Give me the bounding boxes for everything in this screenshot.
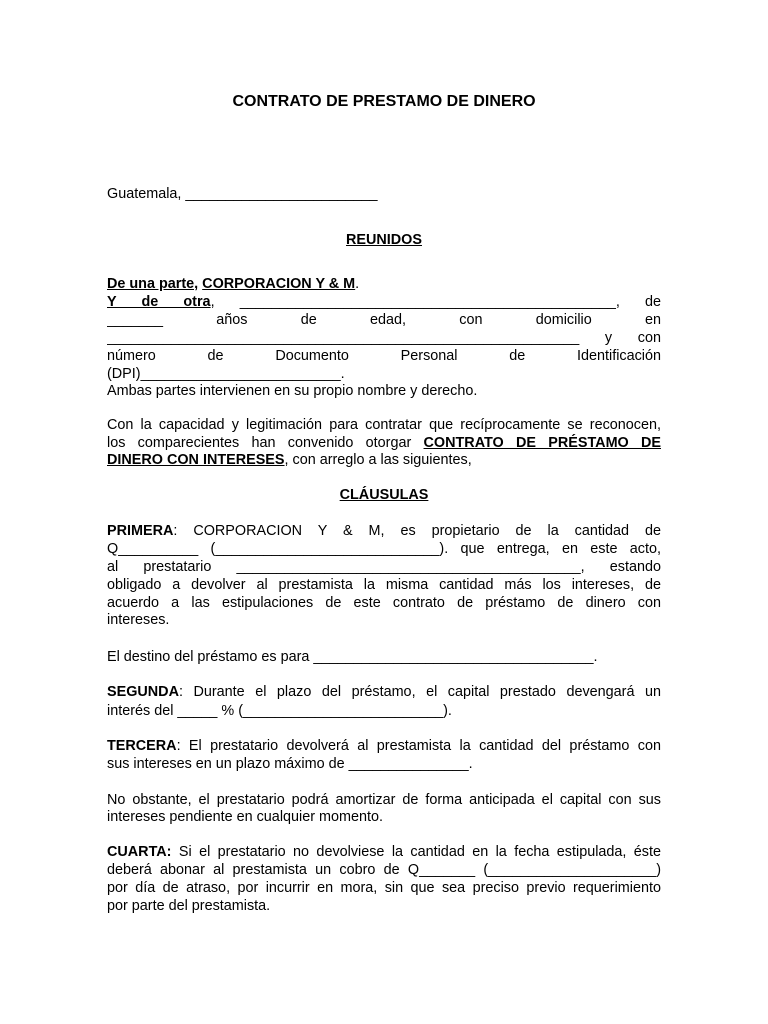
body-text: Q__________ (____________________________). que entrega, en este acto, — [107, 541, 661, 557]
capacity-paragraph-line — [107, 416, 661, 434]
body-text: , con arreglo a las siguientes, — [284, 452, 472, 468]
emphasis-text: CONTRATO DE PRÉSTAMO DE — [423, 435, 661, 451]
clause-segunda-line — [107, 702, 661, 720]
capacity-paragraph-line — [107, 451, 661, 469]
early-payment-line — [107, 791, 661, 809]
section-heading-reunidos: REUNIDOS — [346, 232, 422, 248]
emphasis-text: De una parte, — [107, 276, 199, 292]
body-text: , _______________________________________________, de — [210, 294, 661, 310]
document-title: CONTRATO DE PRESTAMO DE DINERO — [232, 93, 536, 110]
party-one-line — [107, 275, 661, 293]
body-text: : Durante el plazo del préstamo, el capital prestado devengará un — [178, 684, 661, 700]
body-text: : El prestatario devolverá al prestamista la cantidad del préstamo con — [176, 738, 661, 754]
body-text: sus intereses en un plazo máximo de _______________. — [107, 756, 473, 772]
body-text: deberá abonar al prestamista un cobro de Q_______ (_____________________) — [107, 862, 661, 878]
body-text: : CORPORACION Y & M, es propietario de la cantidad de — [173, 523, 661, 539]
emphasis-text: Y de otra — [107, 294, 211, 310]
body-text: _______ años de edad, con domicilio en — [107, 312, 661, 328]
body-text: No obstante, el prestatario podrá amortizar de forma anticipada el capital con sus — [107, 792, 661, 808]
body-text: interés del _____ % (_________________________). — [107, 703, 452, 719]
loan-purpose-line — [107, 648, 661, 666]
clause-cuarta-line — [107, 861, 661, 879]
emphasis-text: TERCERA — [107, 738, 177, 754]
clause-primera-line — [107, 558, 661, 576]
emphasis-text: PRIMERA — [107, 523, 174, 539]
emphasis-text: DINERO CON INTERESES — [107, 452, 285, 468]
capacity-paragraph-line — [107, 434, 661, 452]
parties-statement-line — [107, 382, 661, 400]
clause-tercera-line — [107, 737, 661, 755]
body-text: Con la capacidad y legitimación para contratar que recíprocamente se reconocen, — [107, 417, 661, 433]
body-text: acuerdo a las estipulaciones de este contrato de préstamo de dinero con — [107, 595, 661, 611]
body-text: número de Documento Personal de Identificación — [107, 348, 661, 364]
body-text: por parte del prestamista. — [107, 898, 271, 914]
section-heading-clausulas: CLÁUSULAS — [339, 487, 429, 503]
clause-primera-line — [107, 576, 661, 594]
clause-cuarta-line — [107, 843, 661, 861]
body-text: El destino del préstamo es para ___________________________________. — [107, 649, 598, 665]
emphasis-text: SEGUNDA — [107, 684, 179, 700]
party-two-age-line — [107, 311, 661, 329]
party-two-dpi-line — [107, 365, 661, 383]
clause-tercera-line — [107, 755, 661, 773]
body-text: intereses pendiente en cualquier momento. — [107, 809, 383, 825]
party-two-line — [107, 293, 661, 311]
party-two-id-line — [107, 347, 661, 365]
body-text: por día de atraso, por incurrir en mora, sin que sea preciso previo requerimiento — [107, 880, 661, 896]
clause-primera-line — [107, 594, 661, 612]
clause-primera-line — [107, 540, 661, 558]
party-two-address-line — [107, 329, 661, 347]
emphasis-text: CUARTA: — [107, 844, 172, 860]
body-text: Si el prestatario no devolviese la cantidad en la fecha estipulada, éste — [171, 844, 661, 860]
clause-primera-line — [107, 611, 661, 629]
body-text: intereses. — [107, 612, 170, 628]
early-payment-line — [107, 808, 661, 826]
place-date-line: Guatemala, ________________________ — [107, 186, 378, 202]
emphasis-text: CORPORACION Y & M — [202, 276, 356, 292]
body-text: . — [355, 276, 360, 292]
clause-cuarta-line — [107, 879, 661, 897]
body-text: ___________________________________________________________ y con — [107, 330, 661, 346]
clause-cuarta-line — [107, 897, 661, 915]
body-text: Ambas partes intervienen en su propio nombre y derecho. — [107, 383, 478, 399]
body-text: (DPI)_________________________. — [107, 366, 345, 382]
clause-primera-line — [107, 522, 661, 540]
body-text: los comparecientes han convenido otorgar — [107, 435, 424, 451]
body-text: obligado a devolver al prestamista la misma cantidad más los intereses, de — [107, 577, 661, 593]
body-text: al prestatario ___________________________________________, estando — [107, 559, 661, 575]
clause-segunda-line — [107, 683, 661, 701]
